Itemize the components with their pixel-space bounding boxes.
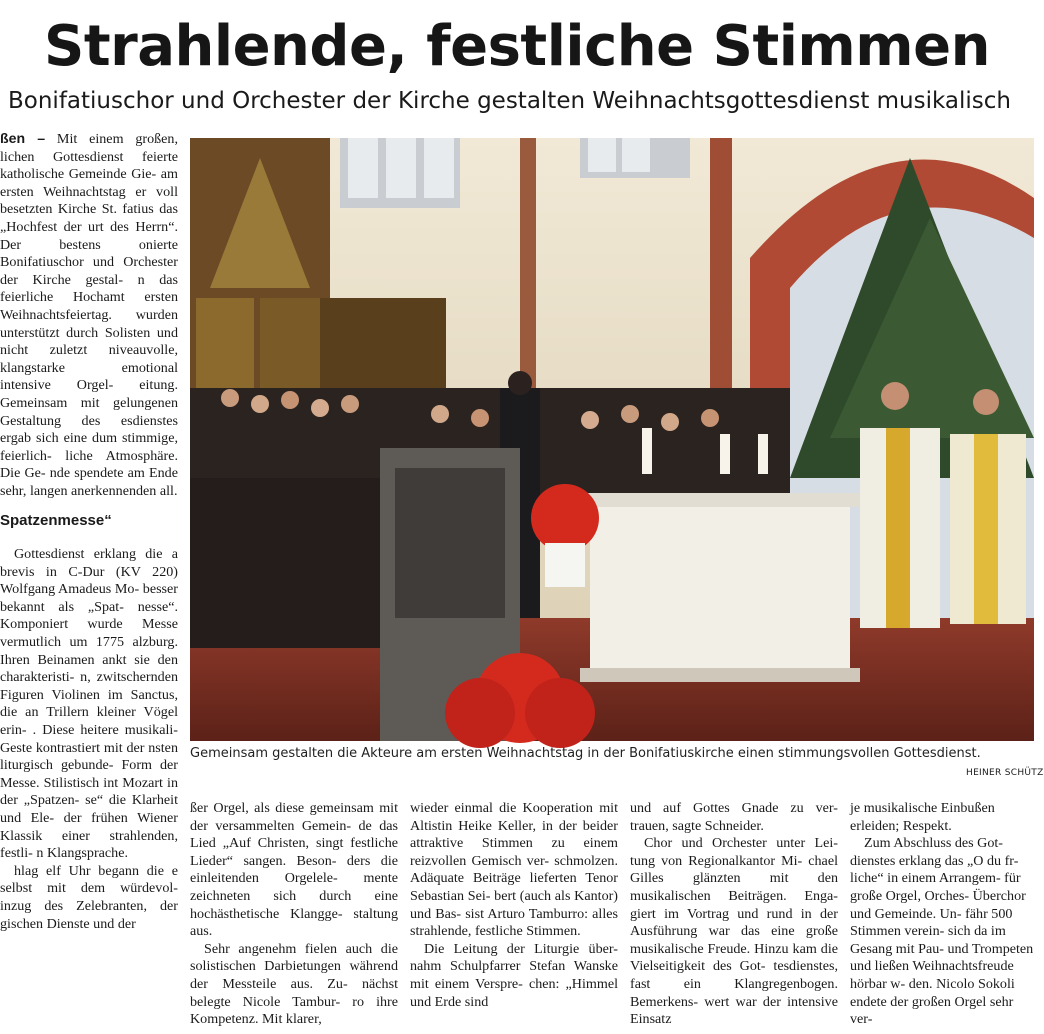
dateline: ßen – [0, 130, 46, 146]
paragraph-text: Mit einem großen, lichen Gottesdienst feierte katholische Gemeinde Gie- am ersten Weihnachtstag er voll besetzten Kirche St. fatius das „Hochfest der urt des Herrn“. Der bestens onierte Bonifatiuschor und Orchester der Kirche gestal- n das feierliche Hochamt ersten Weihnachtsfeiertag. wurden unterstützt durch Solisten und nicht zuletzt niveauvolle, klangstarke emotional intensive Orgel- eitung. Gemeinsam mit gelungenen Gestaltung des esdienstes ergab sich eine dum stimmige, feierlich- liche Atmosphäre. Die Ge- nde spendete am Ende sehr, langen anerkennenden all. [0, 131, 178, 499]
article-column-left [0, 130, 178, 1034]
paragraph: Zum Abschluss des Got- dienstes erklang das „O du fr- liche“ in einem Arrangem- für große Orgel, Orches- Überchor und Gemeinde. Un- fähr 500 Stimmen verein- sich da im Gesang mit Pau- und Trompeten und ließen Weihnachtsfreude hörbar w- den. Nicolo Sokoli endete der großen Orgel sehr ver- [850, 835, 1034, 1028]
church-photo [190, 138, 1034, 741]
article-column-4 [630, 800, 838, 1034]
paragraph [0, 130, 178, 500]
section-heading: Spatzenmesse“ [0, 512, 112, 530]
paragraph: ßer Orgel, als diese gemeinsam mit der versammelten Gemein- de das Lied „Auf Christen, singt festliche Lieder“ sangen. Beson- ders die einleitenden Orgelele- mente zeichneten sich durch eine hochästhetische Klangge- staltung aus. [190, 800, 398, 940]
photo-credit: HEINER SCHÜTZ [966, 768, 1044, 778]
church-photo-illustration [190, 138, 1034, 741]
photo-caption: Gemeinsam gestalten die Akteure am ersten Weihnachtstag in der Bonifatiuskirche einen stimmungsvollen Gottesdienst. [190, 746, 981, 761]
subheadline: Bonifatiuschor und Orchester der Kirche gestalten Weihnachtsgottesdienst musikalisch [8, 88, 1011, 114]
paragraph: Chor und Orchester unter Lei- tung von Regionalkantor Mi- chael Gilles glänzten mit den musikalischen Beiträgen. Enga- giert im Vortrag und rund in der Ausführung war das eine große musikalische Freude. Hinzu kam die Vielseitigkeit des Got- tesdienstes, fast ein Klangregenbogen. Bemerkens- wert war der intensive Einsatz [630, 835, 838, 1028]
headline: Strahlende, festliche Stimmen [44, 14, 990, 79]
article-column-5 [850, 800, 1034, 1034]
paragraph: hlag elf Uhr begann die e selbst mit dem würdevol- inzug des Zelebranten, der gischen Dienste und der [0, 862, 178, 932]
paragraph: und auf Gottes Gnade zu ver- trauen, sagte Schneider. [630, 800, 838, 834]
paragraph: Die Leitung der Liturgie über- nahm Schulpfarrer Stefan Wanske mit einem Verspre- chen: „Himmel und Erde sind [410, 940, 618, 1010]
paragraph: Gottesdienst erklang die a brevis in C-Dur (KV 220) Wolfgang Amadeus Mo- besser bekannt als „Spat- nesse“. Komponiert wurde Messe vermutlich um 1775 alzburg. Ihren Beinamen ankt sie den charakteristi- n, zwitschernden Figuren Violinen im Sanctus, die an Trillern kleiner Vögel erin- . Diese heitere musikali- Geste kontrastiert mit der nsten liturgisch gebunde- Form der Messe. Stilistisch int Mozart in der „Spatzen- se“ die Klarheit und Ele- der frühen Wiener Klassik einer strahlenden, festli- n Klangsprache. [0, 546, 178, 862]
paragraph: wieder einmal die Kooperation mit Altistin Heike Keller, in der beider attraktive Stimmen zu einem reizvollen Gemisch ver- schmolzen. Adäquate Beiträge lieferten Tenor Sebastian Sei- bert (auch als Kantor) und Bas- sist Arturo Tamburro: alles strahlende, festliche Stimmen. [410, 800, 618, 940]
paragraph: je musikalische Einbußen erleiden; Respekt. [850, 800, 995, 834]
paragraph: Sehr angenehm fielen auch die solistischen Darbietungen während der Messteile aus. Zu- nächst belegte Nicole Tambur- ro ihre Kompetenz. Mit klarer, [190, 940, 398, 1028]
article-column-2 [190, 800, 398, 1034]
article-column-3 [410, 800, 618, 1034]
